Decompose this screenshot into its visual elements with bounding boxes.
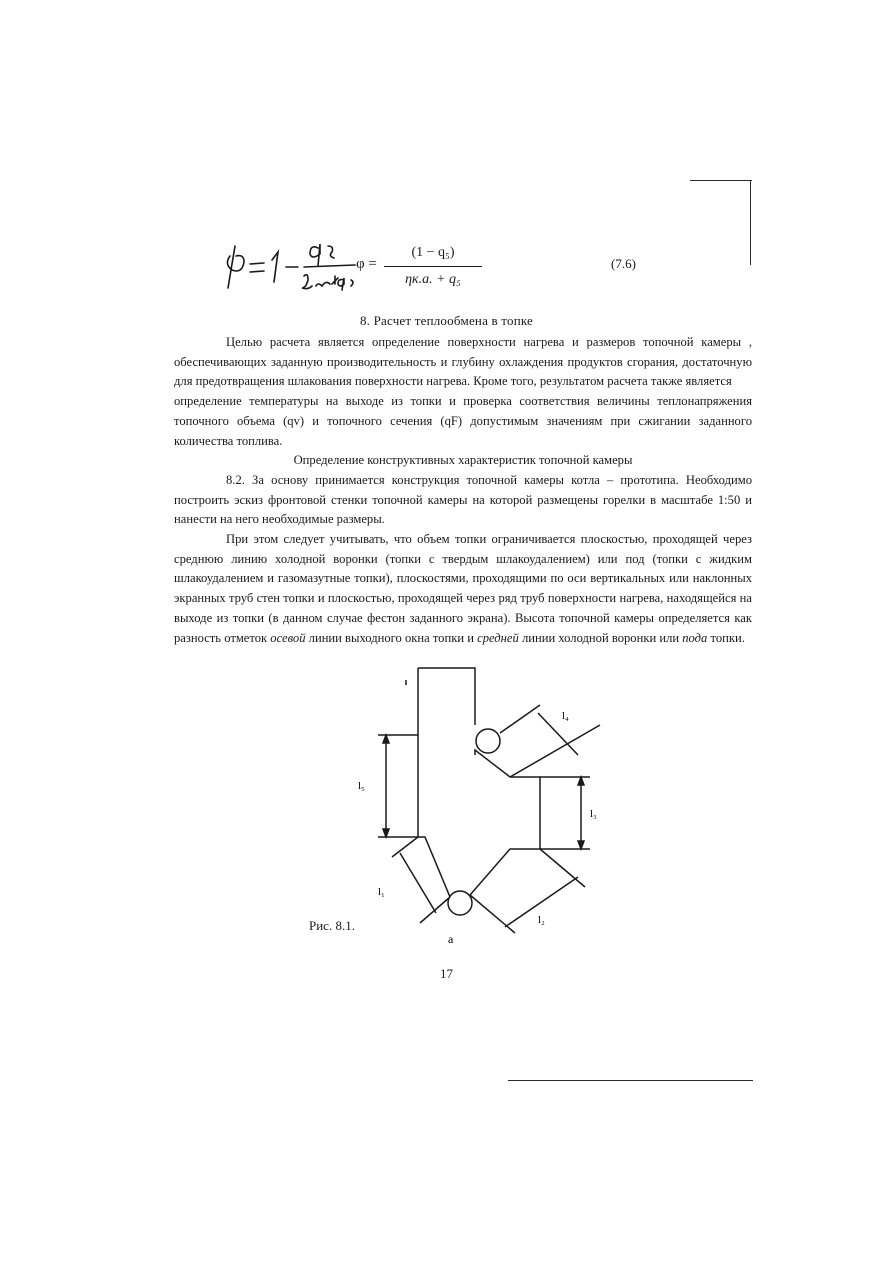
emphasis-osevoy: осевой [270, 630, 306, 645]
paragraph-4 [174, 530, 752, 648]
emphasis-poda: пода [682, 630, 708, 645]
emphasis-sredney: средней [477, 630, 519, 645]
formula-fraction [378, 242, 488, 291]
dim-label-l2: l₂ [538, 914, 545, 926]
page-number: 17 [440, 966, 453, 981]
screen-tube-bottom [448, 891, 472, 915]
dim-label-l1: l₁ [378, 886, 385, 898]
subsection-title: Определение конструктивных характеристик топочной камеры [293, 453, 633, 468]
equation-number: (7.6) [611, 256, 636, 271]
paragraph-3: 8.2. За основу принимается конструкция топочной камеры котла – прототипа. Необходимо построить эскиз фронтовой стенки топочной камеры на которой размещены горелки в масштабе 1:50 и нанести на него необходимые размеры. [174, 472, 752, 527]
scan-edge-bottom [508, 1080, 753, 1081]
handwritten-formula [220, 232, 360, 312]
furnace-outline [418, 668, 540, 897]
section-title: 8. Расчет теплообмена в топке [359, 313, 534, 328]
formula-numerator: (1 − q₅) [411, 245, 455, 260]
formula-denominator: ηк.а. + q₅ [405, 272, 461, 287]
dim-label-l4: l₄ [562, 710, 569, 722]
formula-lhs: φ = [356, 256, 377, 272]
body-text [174, 333, 752, 648]
dim-label-l5: l₅ [358, 780, 365, 792]
screen-tube-top [476, 729, 500, 753]
fraction-bar [384, 266, 482, 267]
paragraph-4-part-d: топки. [707, 630, 745, 645]
paragraph-4-part-b: линии выходного окна топки и [305, 630, 478, 645]
dim-label-l3: l₃ [590, 808, 597, 820]
furnace-sketch-figure [300, 665, 620, 955]
paragraph-2: определение температуры на выходе из топки и проверка соответствия величины теплонапряжения топочного объема (qv) и топочного сечения (qF) допустимым значениям при сжигании заданного количества топлива. [174, 394, 752, 448]
paragraph-4-part-c: линии холодной воронки или [518, 630, 683, 645]
figure-caption: Рис. 8.1. [309, 918, 355, 933]
paragraph-4-part-a: При этом следует учитывать, что объем топки ограничивается плоскостью, проходящей через среднюю линию холодной воронки (топки с твердым шлакоудалением) или под (топки с жидким шлакоудалением и газомазутные топки), плоскостями, проходящими по оси вертикальных или наклонных экранных труб стен топки и плоскостью, проходящей через ряд труб поверхности нагрева, находящейся на выходе из топки (в данном случае фестон заданного экрана). Высота топочной камеры определяется как разность отметок [174, 532, 752, 645]
figure-sub-label: а [448, 932, 454, 946]
scan-edge-top [690, 180, 752, 181]
paragraph-1: Целью расчета является определение поверхности нагрева и размеров топочной камеры , обеспечивающих заданную производительность и глубину охлаждения продуктов сгорания, достаточную для предотвращения шлакования поверхности нагрева. Кроме того, результатом расчета также является [174, 335, 752, 389]
formula-7-6 [220, 232, 650, 312]
scan-edge-right [750, 180, 751, 265]
